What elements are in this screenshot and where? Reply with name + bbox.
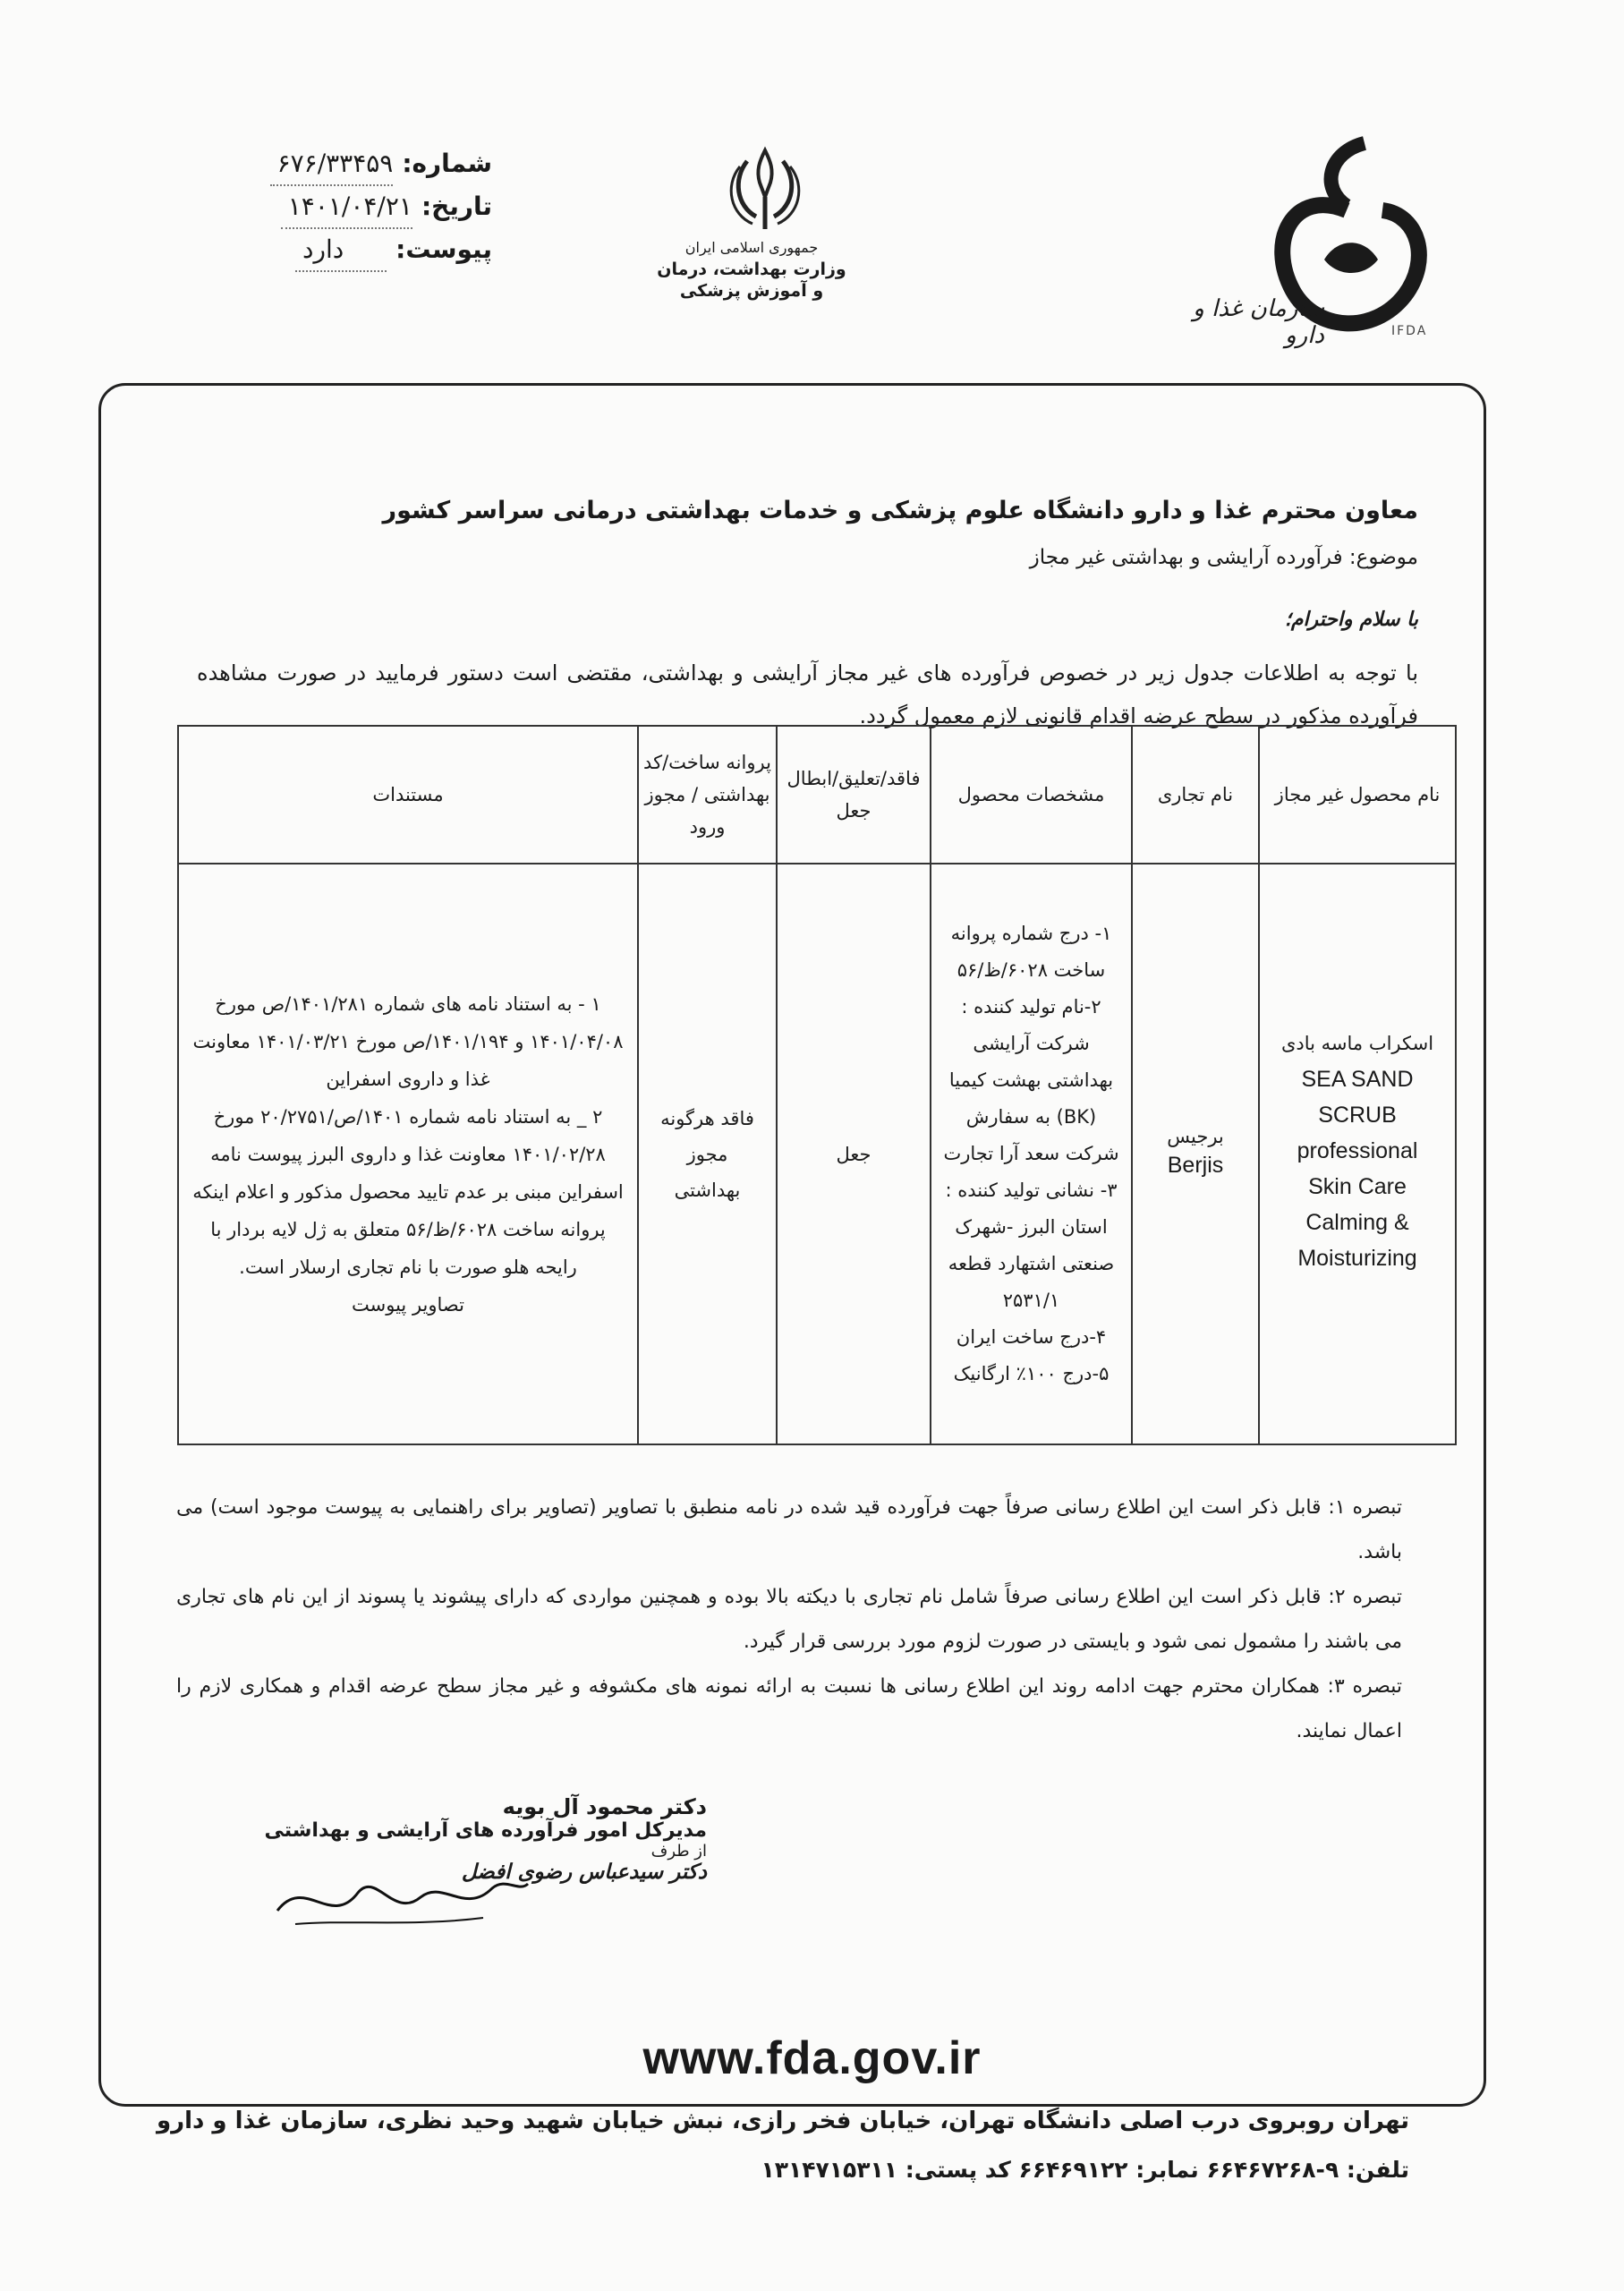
header-docs: مستندات [178, 726, 638, 864]
spec-4: ۴-درج ساخت ایران [956, 1326, 1107, 1348]
cell-license: فاقد هرگونه مجوز بهداشتی [638, 864, 777, 1444]
table-row [178, 864, 1456, 1444]
note-2: تبصره ۲: قابل ذکر است این اطلاع رسانی صرفاً شامل نام تجاری با دیکته بالا بوده و همچنین مواردی که دارای پیشوند یا پسوند از این نام های تجاری می باشند را مشمول نمی شود و بایستی در صورت لزوم مورد بررسی قرار گیرد. [176, 1586, 1403, 1653]
cell-product [1259, 864, 1456, 1444]
intro-paragraph: با توجه به اطلاعات جدول زیر در خصوص فرآورده های غیر مجاز آرایشی و بهداشتی، مقتضی است دستور فرمایید در صورت مشاهده فرآورده مذکور در سطح عرضه اقدام قانونی لازم معمول گردد. [197, 660, 1418, 728]
greeting: با سلام واحترام؛ [1284, 609, 1418, 631]
notes [176, 1486, 1402, 1754]
attachment-row [295, 229, 492, 272]
signer-deputy: دکتر سیدعباس رضوی افضل [461, 1861, 707, 1884]
date-value: ۱۴۰۱/۰۴/۲۱ [281, 186, 412, 229]
subject: موضوع: فرآورده آرایشی و بهداشتی غیر مجاز [1029, 546, 1418, 569]
attachment-label: پیوست: [395, 234, 492, 264]
spec-2: ۲-نام تولید کننده : شرکت آرایشی بهداشتی بهشت کیمیا (BK) به سفارش شرکت سعد آرا تجارت [943, 996, 1119, 1164]
brand-en: Berjis [1167, 1152, 1224, 1178]
ministry-line1: وزارت بهداشت، درمان [657, 260, 846, 279]
cell-brand [1132, 864, 1259, 1444]
product-name-en-1: SEA SAND SCRUB [1301, 1066, 1414, 1128]
doc-3: تصاویر پیوست [352, 1293, 464, 1316]
org-name: سازمان غذا و دارو [1193, 295, 1324, 349]
spec-1: ۱- درج شماره پروانه ساخت ۶۰۲۸/ظ/۵۶ [950, 923, 1112, 981]
product-name-en-5: Moisturizing [1297, 1245, 1417, 1271]
header-license: پروانه ساخت/کد بهداشتی / مجوز ورود [638, 726, 777, 864]
spec-3: ۳- نشانی تولید کننده : استان البرز -شهرک صنعتی اشتهارد قطعه ۲۵۳۱/۱ [945, 1180, 1118, 1311]
note-1: تبصره ۱: قابل ذکر است این اطلاع رسانی صرفاً جهت فرآورده قید شده در نامه منطبق با تصاویر (تصاویر برای راهنمایی به پیوست موجود است) می باشد. [176, 1496, 1403, 1563]
header-status: فاقد/تعلیق/ابطال جعل [777, 726, 931, 864]
doc-2: ۲ _ به استناد نامه شماره ۱۴۰۱/ص/۲۰/۲۷۵۱ مورخ ۱۴۰۱/۰۲/۲۸ معاونت غذا و داروی البرز پیوست نامه اسفراین مبنی بر عدم تایید محصول مذکور و اعلام اینکه پروانه ساخت ۶۰۲۸/ظ/۵۶ متعلق به ژل لایه بردار با رایحه هلو صورت با نام تجاری ارسلار است. [192, 1105, 624, 1278]
footer-phones: تلفن: ۹-۶۶۴۶۷۲۶۸ نمابر: ۶۶۴۶۹۱۲۲ کد پستی: ۱۳۱۴۷۱۵۳۱۱ [761, 2157, 1409, 2183]
cell-docs [178, 864, 638, 1444]
ministry-line2: و آموزش پزشکی [679, 281, 824, 301]
product-name-fa: اسکراب ماسه بادی [1280, 1032, 1434, 1054]
website-link[interactable]: www.fda.gov.ir [642, 2032, 982, 2084]
product-name-en-2: professional [1297, 1137, 1418, 1163]
number-value: ۶۷۶/۳۳۴۵۹ [270, 143, 394, 186]
letter-meta [276, 143, 492, 272]
cell-status: جعل [777, 864, 931, 1444]
table-header-row [178, 726, 1456, 864]
header-specs: مشخصات محصول [931, 726, 1132, 864]
footer-address: تهران روبروی درب اصلی دانشگاه تهران، خیابان فخر رازی، نبش خیابان شهید وحید نظری، سازمان غذا و دارو [156, 2108, 1409, 2134]
header-brand: نام تجاری [1132, 726, 1259, 864]
products-table [177, 725, 1457, 1445]
iran-emblem-icon [720, 143, 810, 242]
cell-specs [931, 864, 1132, 1444]
header-product: نام محصول غیر مجاز [1259, 726, 1456, 864]
number-label: شماره: [402, 149, 492, 178]
date-row [287, 186, 492, 229]
spec-5: ۵-درج ۱۰۰٪ ارگانیک [953, 1363, 1110, 1384]
ministry-block [644, 237, 859, 302]
number-row [276, 143, 492, 186]
republic-text: جمهوری اسلامی ایران [684, 239, 819, 256]
product-name-en-3: Skin Care [1308, 1173, 1407, 1199]
doc-1: ۱ - به استناد نامه های شماره ۱۴۰۱/۲۸۱/ص مورخ ۱۴۰۱/۰۴/۰۸ و ۱۴۰۱/۱۹۴/ص مورخ ۱۴۰۱/۰۳/۲۱ معاونت غذا و داروی اسفراین [192, 992, 624, 1090]
signer-title: مدیرکل امور فرآورده های آرایشی و بهداشتی [264, 1819, 707, 1842]
handwritten-signature [268, 1857, 537, 1938]
signer-name: دکتر محمود آل بویه [502, 1794, 707, 1819]
product-name-en-4: Calming & [1305, 1209, 1409, 1235]
attachment-value: دارد [295, 229, 387, 272]
date-label: تاریخ: [421, 192, 492, 221]
recipient: معاون محترم غذا و دارو دانشگاه علوم پزشکی و خدمات بهداشتی درمانی سراسر کشور [382, 497, 1418, 524]
on-behalf: از طرف [650, 1842, 707, 1861]
note-3: تبصره ۳: همکاران محترم جهت ادامه روند این اطلاع رسانی ها نسبت به ارائه نمونه های مکشوفه و غیر مجاز سطح عرضه اقدام و همکاری لازم را اعمال نمایند. [176, 1675, 1403, 1742]
org-abbr: IFDA [1391, 324, 1428, 338]
brand-fa: برجیس [1167, 1125, 1224, 1147]
